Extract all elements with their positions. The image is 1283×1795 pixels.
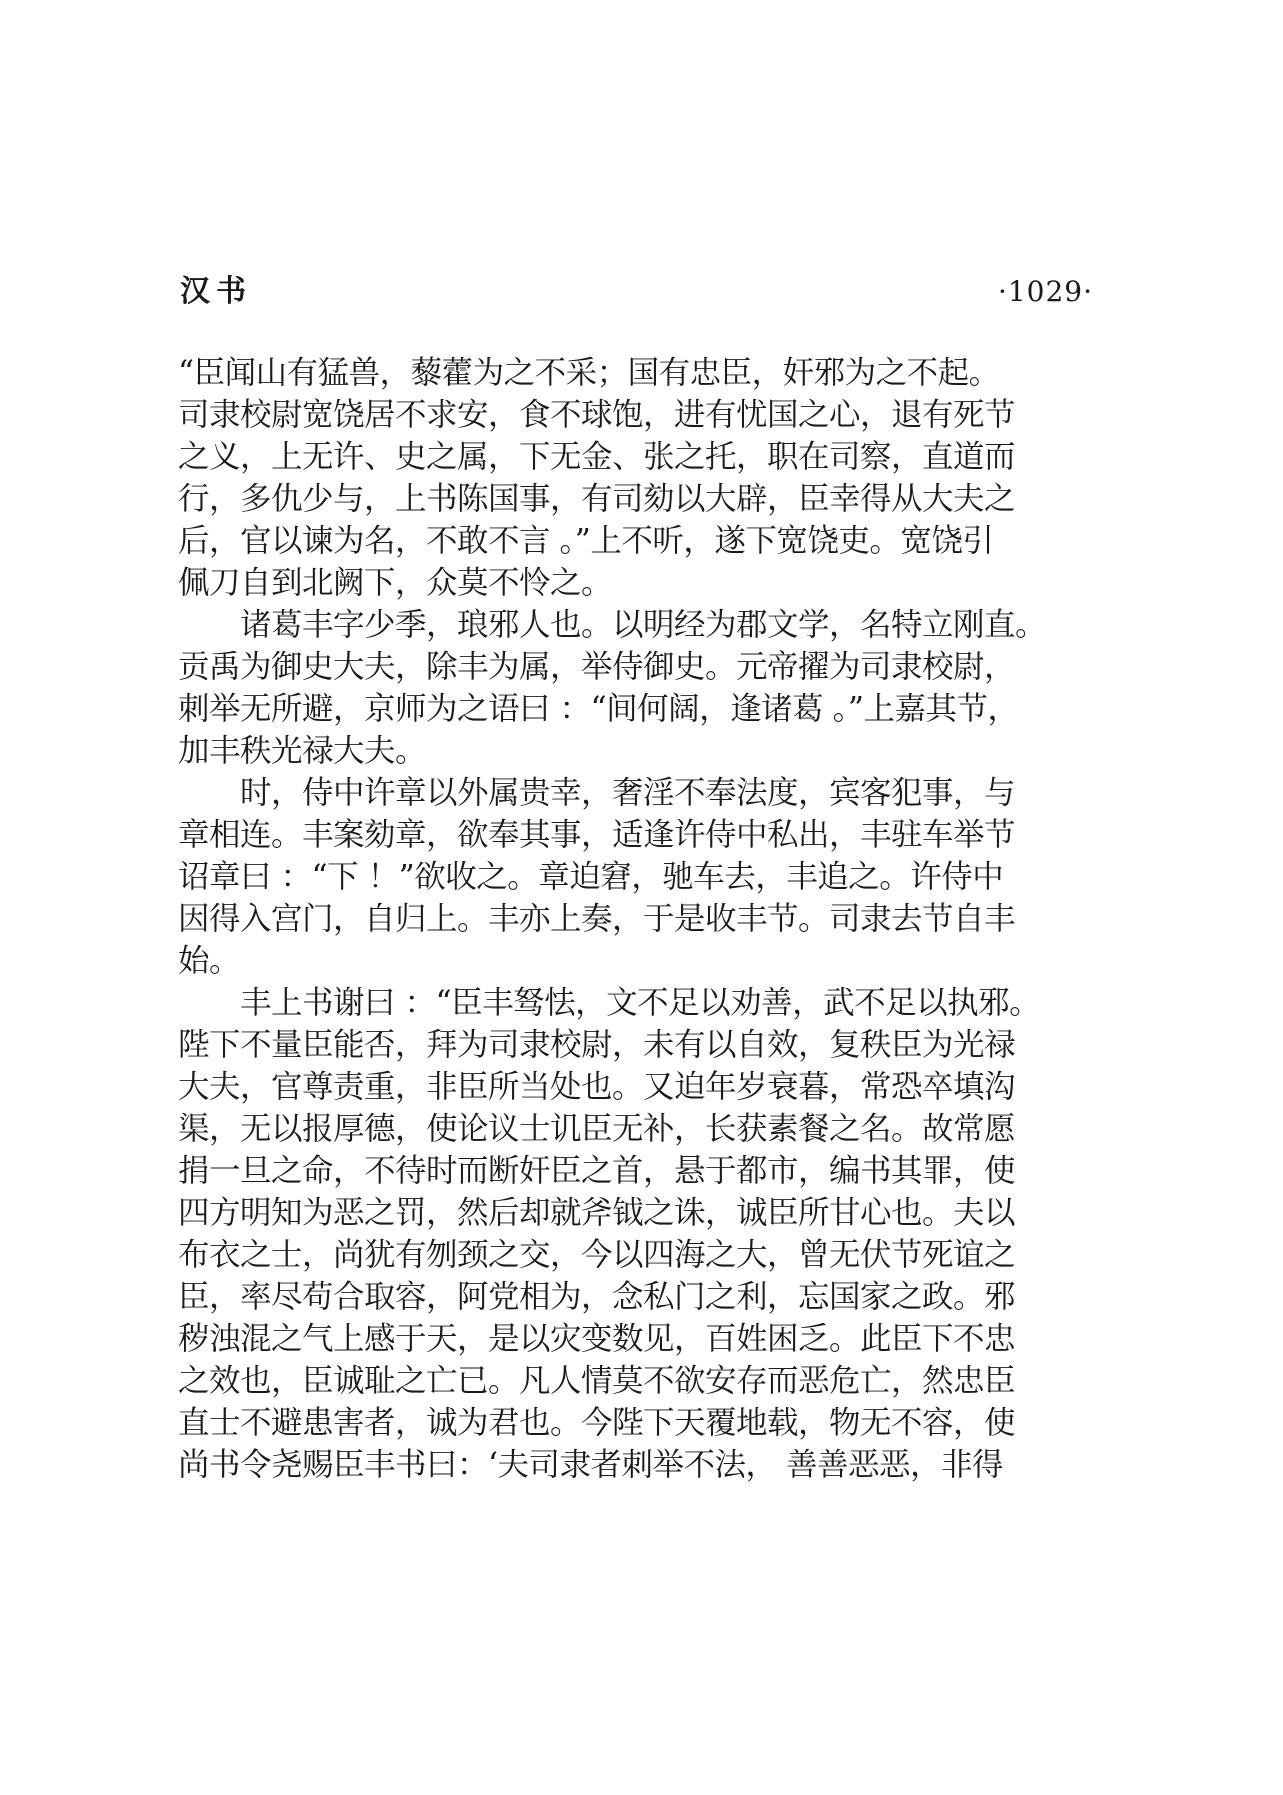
text-line: 时，侍中许章以外属贵幸，奢淫不奉法度，宾客犯事，与 (178, 775, 1016, 811)
text-line: 始。 (178, 943, 241, 979)
text-line: 之效也，臣诚耻之亡已。凡人情莫不欲安存而恶危亡，然忠臣 (178, 1363, 1016, 1399)
text-line: 四方明知为恶之罚，然后却就斧钺之诛，诚臣所甘心也。夫以 (178, 1195, 1016, 1231)
text-line: 之义，上无许、史之属，下无金、张之托，职在司察，直道而 (178, 439, 1016, 475)
text-line: 佩刀自到北阙下，众莫不怜之。 (178, 565, 613, 601)
text-line: 丰上书谢曰 ：“臣丰驽怯，文不足以劝善，武不足以执邪。 (178, 985, 1041, 1021)
text-line: 诏章曰 ：“下 ！”欲收之。章迫窘，驰车去，丰追之。许侍中 (178, 859, 1004, 895)
text-line: 臣，率尽苟合取容，阿党相为，念私门之利，忘国家之政。邪 (178, 1279, 1016, 1315)
text-line: 司隶校尉宽饶居不求安，食不球饱，进有忧国之心，退有死节 (178, 397, 1016, 433)
book-title: 汉书 (180, 274, 252, 309)
text-line: 捐一旦之命，不待时而断奸臣之首，悬于都市，编书其罪，使 (178, 1153, 1016, 1189)
body-text (178, 352, 1098, 1486)
text-line: 加丰秩光禄大夫。 (178, 733, 427, 769)
text-line: 尚书令尧赐臣丰书曰：‘夫司隶者刺举不法， 善善恶恶，非得 (178, 1447, 1004, 1483)
text-line: 后，官以谏为名，不敢不言 。”上不听，遂下宽饶吏。宽饶引 (178, 523, 994, 559)
text-line: 大夫，官尊责重，非臣所当处也。又迫年岁衰暮，常恐卒填沟 (178, 1069, 1016, 1105)
text-line: 诸葛丰字少季，琅邪人也。以明经为郡文学，名特立刚直。 (178, 607, 1047, 643)
text-line: 秽浊混之气上感于天，是以灾变数见，百姓困乏。此臣下不忠 (178, 1321, 1016, 1357)
text-line: 章相连。丰案劾章，欲奉其事，适逢许侍中私出，丰驻车举节 (178, 817, 1016, 853)
text-line: 陛下不量臣能否，拜为司隶校尉，未有以自效，复秩臣为光禄 (178, 1027, 1016, 1063)
text-line: 直士不避患害者，诚为君也。今陛下天覆地载，物无不容，使 (178, 1405, 1016, 1441)
page-number: ·1029· (997, 275, 1093, 308)
text-line: 刺举无所避，京师为之语曰 ：“间何阔，逢诸葛 。”上嘉其节， (178, 691, 1019, 727)
text-line: 行，多仇少与，上书陈国事，有司劾以大辟，臣幸得从大夫之 (178, 481, 1016, 517)
text-line: 因得入宫门，自归上。丰亦上奏，于是收丰节。司隶去节自丰 (178, 901, 1016, 937)
text-line: 贡禹为御史大夫，除丰为属，举侍御史。元帝擢为司隶校尉， (178, 649, 1016, 685)
text-line: 布衣之士，尚犹有刎颈之交，今以四海之大，曾无伏节死谊之 (178, 1237, 1016, 1273)
page-header (180, 270, 1093, 314)
text-line: “臣闻山有猛兽，藜藿为之不采；国有忠臣，奸邪为之不起。 (178, 355, 1000, 391)
text-line: 渠，无以报厚德，使论议士讥臣无补，长获素餐之名。故常愿 (178, 1111, 1016, 1147)
